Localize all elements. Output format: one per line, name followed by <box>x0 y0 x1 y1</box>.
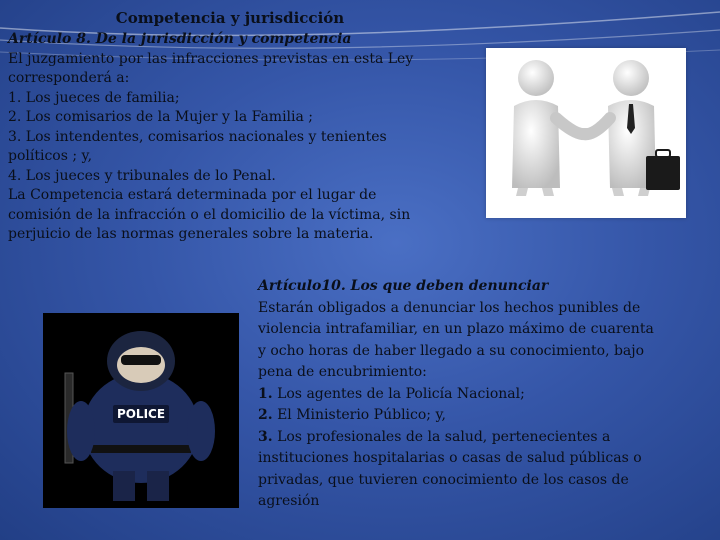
article-8-block <box>8 30 478 245</box>
article-8-heading: Artículo 8. De la jurisdicción y competencia <box>8 31 352 47</box>
list-item-number: 1. <box>258 385 273 402</box>
list-item-text: Los agentes de la Policía Nacional; <box>277 385 525 402</box>
article-8-line: El juzgamiento por las infracciones previstas en esta Ley <box>8 50 414 67</box>
list-item <box>258 384 713 406</box>
article-8-line: 3. Los intendentes, comisarios nacionales y tenientes <box>8 128 387 145</box>
handshake-image <box>486 48 686 218</box>
list-item <box>258 405 713 427</box>
article-10-line: pena de encubrimiento: <box>258 364 427 380</box>
police-badge-label: POLICE <box>116 407 166 421</box>
article-8-line: políticos ; y, <box>8 148 93 164</box>
police-officer-icon <box>43 313 239 508</box>
article-10-line: violencia intrafamiliar, en un plazo máximo de cuarenta <box>258 321 654 337</box>
list-item-text: El Ministerio Público; y, <box>277 407 446 423</box>
article-8-line: corresponderá a: <box>8 70 130 86</box>
list-item-number: 3. <box>258 428 273 445</box>
page-title: Competencia y jurisdicción <box>115 9 345 27</box>
article-8-line: 2. Los comisarios de la Mujer y la Familia ; <box>8 109 314 125</box>
police-figure-image <box>43 313 239 508</box>
list-item-text: privadas, que tuvieren conocimiento de los casos de <box>258 471 629 488</box>
list-item-text: instituciones hospitalarias o casas de salud públicas o <box>258 450 642 466</box>
article-8-line: perjuicio de las normas generales sobre la materia. <box>8 226 374 242</box>
article-8-line: 4. Los jueces y tribunales de lo Penal. <box>8 167 276 184</box>
list-item-number: 2. <box>258 407 273 423</box>
article-10-line: Estarán obligados a denunciar los hechos punibles de <box>258 299 641 316</box>
article-10-line: y ocho horas de haber llegado a su conocimiento, bajo <box>258 342 645 359</box>
list-item <box>258 427 713 449</box>
article-10-block <box>258 276 713 513</box>
article-10-heading: Artículo10. Los que deben denunciar <box>258 278 549 294</box>
article-8-line: comisión de la infracción o el domicilio de la víctima, sin <box>8 206 411 223</box>
article-8-line: 1. Los jueces de familia; <box>8 89 180 106</box>
article-8-line: La Competencia estará determinada por el lugar de <box>8 187 377 203</box>
handshake-figures-icon <box>486 48 686 218</box>
list-item-text: Los profesionales de la salud, pertenecientes a <box>277 428 611 445</box>
list-item-text: agresión <box>258 493 320 509</box>
